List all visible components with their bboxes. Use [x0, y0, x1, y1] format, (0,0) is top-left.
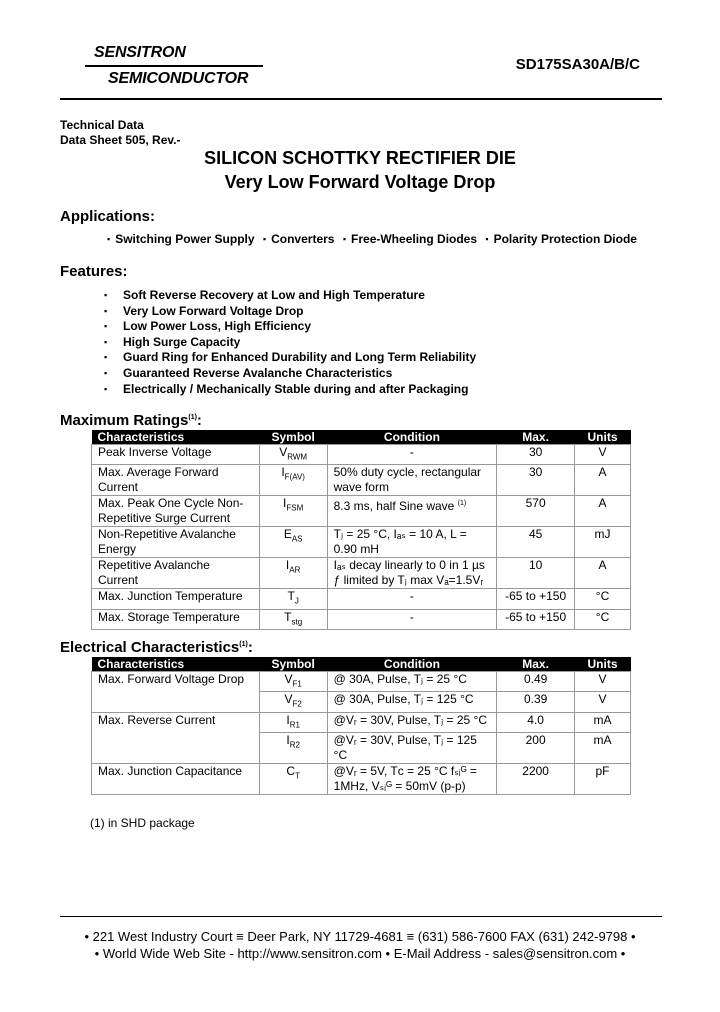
symbol-cell: $V_{RWM}$ [259, 445, 327, 465]
condition-cell: 50% duty cycle, rectangular wave form [327, 465, 497, 496]
footnote-ref: (1) [239, 641, 248, 648]
symbol-cell: $V_{F2}$ [259, 692, 327, 712]
char-cell: Max. Peak One Cycle Non-Repetitive Surge Current [92, 496, 260, 527]
logo-sensitron: SENSITRON [94, 44, 186, 61]
char-cell: Max. Storage Temperature [92, 609, 260, 629]
page-title: SILICON SCHOTTKY RECTIFIER DIE [204, 148, 516, 168]
max-ratings-heading [60, 412, 202, 429]
unit-cell: V [575, 692, 631, 712]
technical-data-label: Technical Data [60, 118, 144, 132]
table-row [92, 527, 631, 558]
symbol-cell: $E_{AS}$ [259, 527, 327, 558]
footer-address: • 221 West Industry Court ≡ Deer Park, NY 11729-4681 ≡ (631) 586-7600 FAX (631) 242-9798 • [84, 929, 636, 944]
application-item: Converters [271, 232, 335, 246]
table-row [92, 609, 631, 629]
feature-item: ▪ Very Low Forward Voltage Drop [104, 304, 476, 320]
condition-cell: Iₐₛ decay linearly to 0 in 1 µs ƒ limited by Tⱼ max Vₐ=1.5Vᵣ [327, 558, 497, 589]
condition-cell: @ 30A, Pulse, Tⱼ = 125 °C [327, 692, 497, 712]
symbol-cell: $T_{stg}$ [259, 609, 327, 629]
condition-cell: @Vᵣ = 30V, Pulse, Tⱼ = 125 °C [327, 733, 497, 764]
max-cell: 30 [497, 465, 575, 496]
col-header: Max. [497, 657, 575, 672]
max-cell: 10 [497, 558, 575, 589]
features-heading: Features: [60, 263, 128, 280]
unit-cell: V [575, 672, 631, 692]
char-cell: Peak Inverse Voltage [92, 445, 260, 465]
max-ratings-table [91, 430, 631, 630]
table-row [92, 764, 631, 795]
col-header: Characteristics [92, 657, 260, 672]
table-row [92, 465, 631, 496]
col-header: Characteristics [92, 430, 260, 445]
char-cell: Max. Forward Voltage Drop [92, 672, 260, 713]
data-sheet-label: Data Sheet 505, Rev.- [60, 133, 181, 147]
max-cell: 0.49 [497, 672, 575, 692]
max-cell: 570 [497, 496, 575, 527]
symbol-cell: $I_{AR}$ [259, 558, 327, 589]
condition-cell: - [327, 445, 497, 465]
heading-colon: : [196, 412, 202, 429]
applications-heading: Applications: [60, 208, 156, 225]
footnote: (1) in SHD package [90, 816, 195, 830]
max-cell: -65 to +150 [497, 609, 575, 629]
table-header-row [92, 430, 631, 445]
symbol-cell: $V_{F1}$ [259, 672, 327, 692]
bullet-icon: ▪ [262, 234, 267, 244]
char-cell: Max. Junction Temperature [92, 589, 260, 609]
feature-item: ▪ Electrically / Mechanically Stable during and after Packaging [104, 382, 476, 398]
condition-cell: @Vᵣ = 5V, Tᴄ = 25 °C fₛᵢᴳ = 1MHz, Vₛᵢᴳ = 50mV (p-p) [327, 764, 497, 795]
unit-cell: °C [575, 589, 631, 609]
condition-cell: @ 30A, Pulse, Tⱼ = 25 °C [327, 672, 497, 692]
col-header: Condition [327, 430, 497, 445]
features-list [104, 288, 476, 397]
unit-cell: A [575, 558, 631, 589]
max-cell: 4.0 [497, 712, 575, 732]
condition-cell: @Vᵣ = 30V, Pulse, Tⱼ = 25 °C [327, 712, 497, 732]
logo-semiconductor: SEMICONDUCTOR [108, 70, 249, 87]
col-header: Max. [497, 430, 575, 445]
applications-list [102, 232, 637, 246]
table-row [92, 672, 631, 692]
unit-cell: pF [575, 764, 631, 795]
symbol-cell: $I_{F(AV)}$ [259, 465, 327, 496]
unit-cell: V [575, 445, 631, 465]
feature-item: ▪ Guaranteed Reverse Avalanche Characteristics [104, 366, 476, 382]
unit-cell: mA [575, 712, 631, 732]
footer-web: • World Wide Web Site - http://www.sensitron.com • E-Mail Address - sales@sensitron.com • [94, 946, 626, 961]
max-cell: 200 [497, 733, 575, 764]
feature-item: ▪ Guard Ring for Enhanced Durability and Long Term Reliability [104, 350, 476, 366]
symbol-cell: $I_{R1}$ [259, 712, 327, 732]
char-cell: Non-Repetitive Avalanche Energy [92, 527, 260, 558]
table-row [92, 712, 631, 732]
footer-divider [60, 916, 662, 917]
page-subtitle: Very Low Forward Voltage Drop [224, 172, 496, 192]
max-cell: 0.39 [497, 692, 575, 712]
electrical-heading [60, 639, 253, 656]
bullet-icon: ▪ [485, 234, 489, 244]
electrical-heading-text: Electrical Characteristics [60, 639, 240, 656]
col-header: Symbol [259, 657, 327, 672]
max-cell: 30 [497, 445, 575, 465]
char-cell: Max. Average Forward Current [92, 465, 260, 496]
col-header: Units [575, 430, 631, 445]
application-item: Free-Wheeling Diodes [351, 232, 478, 246]
logo-underline [85, 65, 263, 67]
application-item: Polarity Protection Diode [493, 232, 637, 246]
table-row [92, 558, 631, 589]
part-number: SD175SA30A/B/C [515, 56, 640, 73]
footnote-ref: (1) [188, 414, 197, 421]
application-item: Switching Power Supply [115, 232, 255, 246]
char-cell: Max. Reverse Current [92, 712, 260, 763]
electrical-table [91, 657, 631, 795]
table-header-row [92, 657, 631, 672]
unit-cell: °C [575, 609, 631, 629]
max-cell: 2200 [497, 764, 575, 795]
unit-cell: A [575, 496, 631, 527]
char-cell: Repetitive Avalanche Current [92, 558, 260, 589]
feature-item: ▪ High Surge Capacity [104, 335, 476, 351]
header-divider [60, 98, 662, 100]
condition-cell: - [327, 609, 497, 629]
unit-cell: mA [575, 733, 631, 764]
symbol-cell: $I_{FSM}$ [259, 496, 327, 527]
symbol-cell: $I_{R2}$ [259, 733, 327, 764]
symbol-cell: $T_J$ [259, 589, 327, 609]
bullet-icon: ▪ [342, 234, 347, 244]
doc-info [60, 118, 181, 148]
feature-item: ▪ Soft Reverse Recovery at Low and High Temperature [104, 288, 476, 304]
table-row [92, 589, 631, 609]
max-cell: 45 [497, 527, 575, 558]
char-cell: Max. Junction Capacitance [92, 764, 260, 795]
bullet-icon: ▪ [107, 234, 111, 244]
col-header: Units [575, 657, 631, 672]
table-row [92, 496, 631, 527]
condition-cell: - [327, 589, 497, 609]
feature-item: ▪ Low Power Loss, High Efficiency [104, 319, 476, 335]
condition-cell: 8.3 ms, half Sine wave $^{(1)}$ [327, 496, 497, 527]
heading-colon: : [247, 639, 253, 656]
col-header: Symbol [259, 430, 327, 445]
symbol-cell: $C_T$ [259, 764, 327, 795]
condition-cell: Tⱼ = 25 °C, Iₐₛ = 10 A, L = 0.90 mH [327, 527, 497, 558]
unit-cell: mJ [575, 527, 631, 558]
table-row [92, 445, 631, 465]
col-header: Condition [327, 657, 497, 672]
max-cell: -65 to +150 [497, 589, 575, 609]
unit-cell: A [575, 465, 631, 496]
max-ratings-heading-text: Maximum Ratings [60, 412, 189, 429]
